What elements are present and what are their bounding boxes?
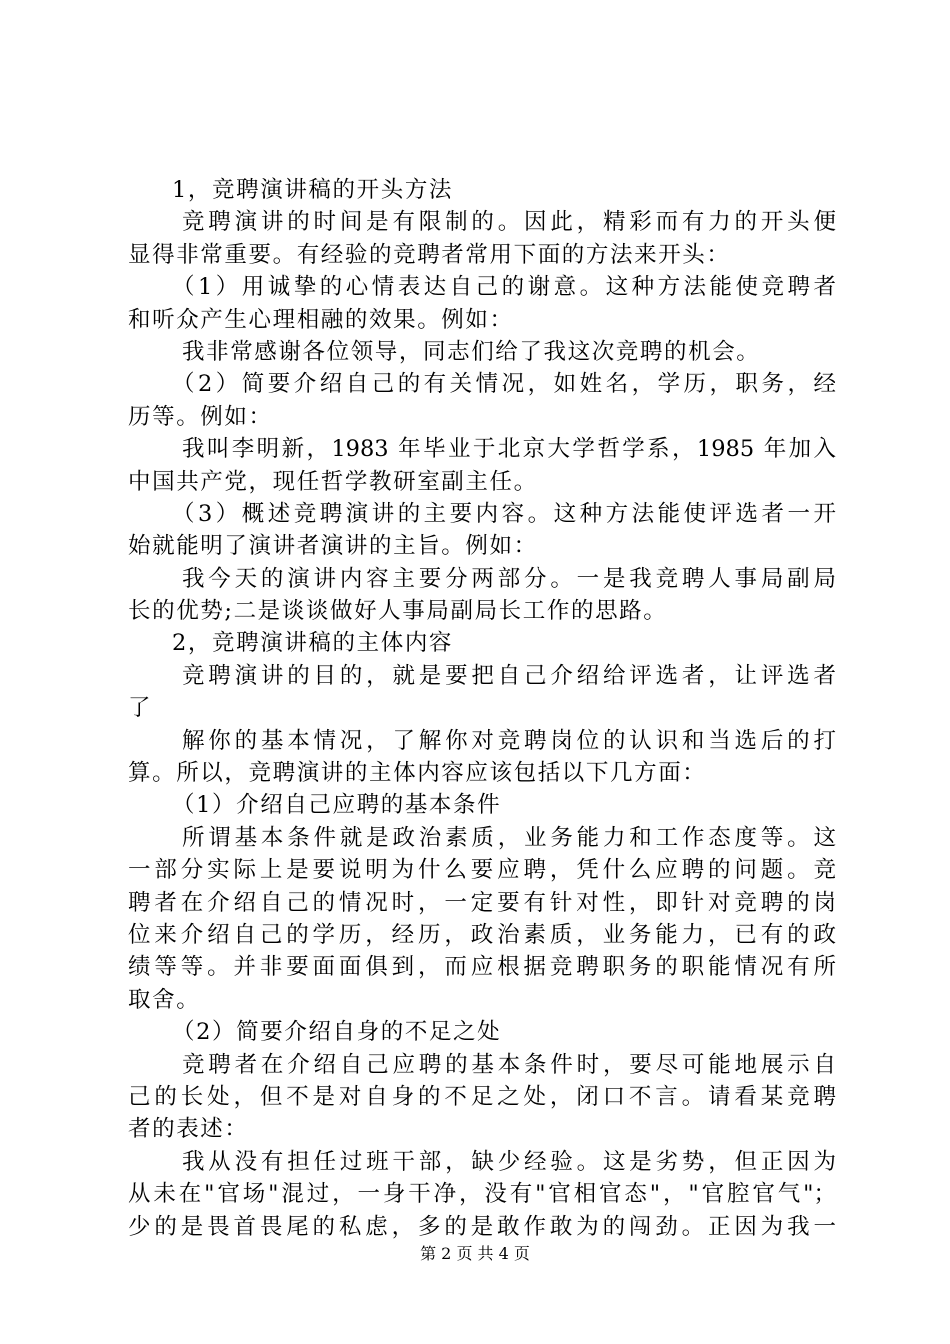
document-body [128, 174, 836, 1243]
text-line: （3）概述竞聘演讲的主要内容。这种方法能使评选者一开 [172, 500, 836, 527]
text-line: 了 [128, 695, 153, 722]
text-line: （1）介绍自己应聘的基本条件 [172, 792, 502, 819]
text-line: 我非常感谢各位领导，同志们给了我这次竞聘的机会。 [182, 338, 761, 365]
text-line: （2）简要介绍自身的不足之处 [172, 1019, 502, 1046]
text-line: 算。所以，竞聘演讲的主体内容应该包括以下几方面： [128, 760, 707, 787]
text-line: 绩等等。并非要面面俱到，而应根据竞聘职务的职能情况有所 [128, 954, 836, 981]
text-line: 历等。例如： [128, 403, 273, 430]
text-line: 我从没有担任过班干部，缺少经验。这是劣势，但正因为 [182, 1148, 836, 1175]
page-footer: 第 2 页 共 4 页 [420, 1244, 530, 1263]
text-line: 己的长处，但不是对自身的不足之处，闭口不言。请看某竞聘 [128, 1083, 836, 1110]
text-line: （2）简要介绍自己的有关情况，如姓名，学历，职务，经 [172, 371, 836, 398]
text-line: 聘者在介绍自己的情况时，一定要有针对性，即针对竞聘的岗 [128, 889, 836, 916]
text-line: 始就能明了演讲者演讲的主旨。例如： [128, 533, 538, 560]
text-line: 少的是畏首畏尾的私虑，多的是敢作敢为的闯劲。正因为我一 [128, 1213, 836, 1240]
text-line: 长的优势;二是谈谈做好人事局副局长工作的思路。 [128, 598, 668, 625]
text-line: （1）用诚挚的心情表达自己的谢意。这种方法能使竞聘者 [172, 274, 836, 301]
text-line: 2，竞聘演讲稿的主体内容 [172, 630, 454, 657]
text-line: 和听众产生心理相融的效果。例如： [128, 306, 514, 333]
text-line: 显得非常重要。有经验的竞聘者常用下面的方法来开头： [128, 241, 731, 268]
text-line: 竞聘者在介绍自己应聘的基本条件时，要尽可能地展示自 [182, 1051, 836, 1078]
text-line: 者的表述： [128, 1116, 249, 1143]
text-line: 中国共产党，现任哲学教研室副主任。 [128, 468, 538, 495]
text-line: 一部分实际上是要说明为什么要应聘，凭什么应聘的问题。竞 [128, 857, 836, 884]
text-line: 竞聘演讲的目的，就是要把自己介绍给评选者，让评选者 [182, 662, 836, 689]
text-line: 取舍。 [128, 986, 201, 1013]
text-line: 位来介绍自己的学历，经历，政治素质，业务能力，已有的政 [128, 921, 836, 948]
text-line: 解你的基本情况，了解你对竞聘岗位的认识和当选后的打 [182, 727, 836, 754]
text-line: 竞聘演讲的时间是有限制的。因此，精彩而有力的开头便 [182, 209, 836, 236]
text-line: 所谓基本条件就是政治素质，业务能力和工作态度等。这 [182, 824, 836, 851]
text-line: 1，竞聘演讲稿的开头方法 [172, 177, 454, 203]
text-line: 我今天的演讲内容主要分两部分。一是我竞聘人事局副局 [182, 565, 836, 592]
text-line: 我叫李明新，1983 年毕业于北京大学哲学系，1985 年加入 [182, 436, 836, 463]
text-line: 从未在"官场"混过，一身干净，没有"官相官态"，"官腔官气"； [128, 1181, 836, 1208]
